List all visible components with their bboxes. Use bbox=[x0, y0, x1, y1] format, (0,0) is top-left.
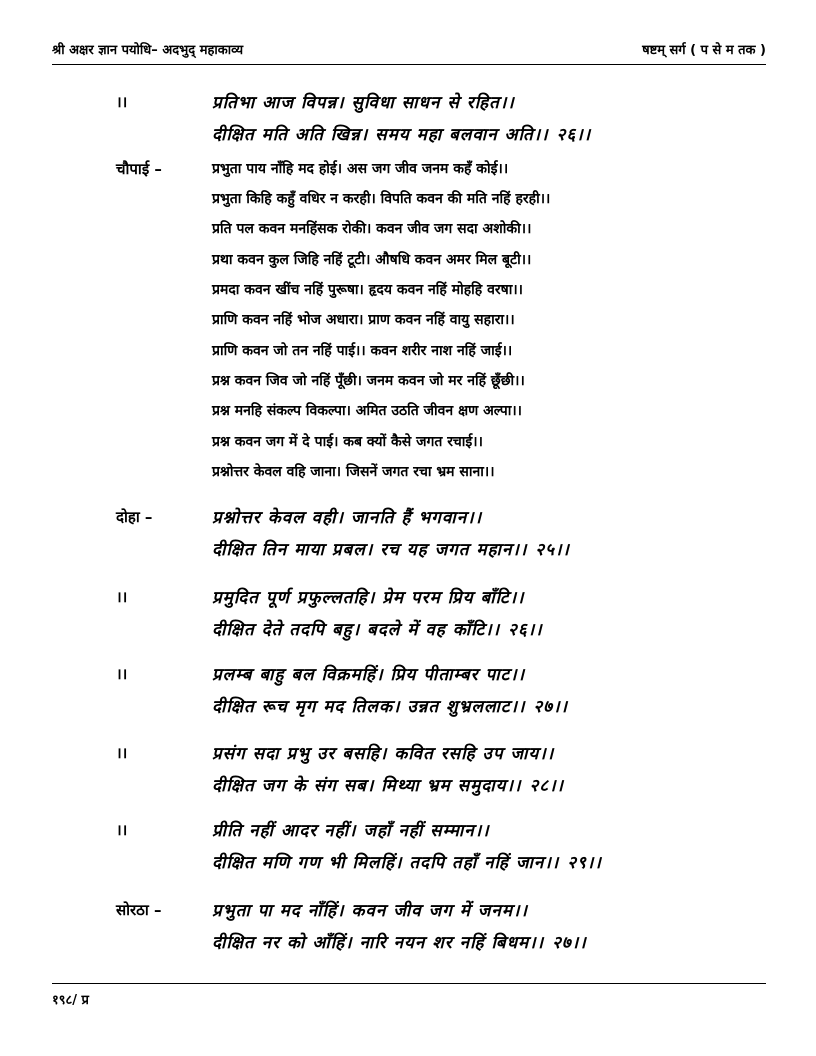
verse-number: २९।। bbox=[567, 853, 602, 873]
footer-rule bbox=[52, 983, 766, 984]
chaupai-line: प्रमदा कवन खींच नहिं पुरूषा। हृदय कवन नहिं मोहहि वरषा।। bbox=[212, 282, 523, 298]
verse-line: दीक्षित मति अति खिन्न। समय महा बलवान अति।। २६।। bbox=[212, 125, 592, 145]
verse-line: प्रभुता पा मद नाँहिं। कवन जीव जग में जनम।। bbox=[212, 901, 528, 921]
verse-line: प्रश्नोत्तर केवल वही। जानति हैं भगवान।। bbox=[212, 508, 483, 528]
chaupai-line: प्रश्न कवन जिव जो नहिं पूँछी। जनम कवन जो मर नहिं छूँछी।। bbox=[212, 373, 525, 389]
verse-number: २७।। bbox=[552, 933, 587, 953]
page-number: १९८/ प्र bbox=[52, 993, 89, 1008]
chaupai-line: प्राणि कवन जो तन नहिं पाई।। कवन शरीर नाश नहिं जाई।। bbox=[212, 343, 513, 359]
verse-line: प्रमुदित पूर्ण प्रफुल्लतहि। प्रेम परम प्रिय बाँटि।। bbox=[212, 588, 525, 608]
verse-line: प्रलम्ब बाहु बल विक्रमहिं। प्रिय पीताम्बर पाट।। bbox=[212, 665, 526, 685]
verse-label: ।। bbox=[116, 93, 128, 111]
verse-line: दीक्षित नर को आँहिं। नारि नयन शर नहिं बिधम।। २७।। bbox=[212, 933, 587, 953]
chaupai-line: प्राणि कवन नहिं भोज अधारा। प्राण कवन नहिं वायु सहारा।। bbox=[212, 312, 515, 328]
verse-line: दीक्षित देते तदपि बहु। बदले में वह काँटि।। २६।। bbox=[212, 620, 543, 640]
chaupai-line: प्रश्न कवन जग में दे पाई। कब क्यों कैसे जगत रचाई।। bbox=[212, 434, 483, 450]
verse-line: प्रतिभा आज विपन्न। सुविधा साधन से रहित।। bbox=[212, 93, 515, 113]
book-title: श्री अक्षर ज्ञान पयोधि– अदभुद् महाकाव्य bbox=[52, 43, 244, 58]
verse-line: दीक्षित तिन माया प्रबल। रच यह जगत महान।। २५।। bbox=[212, 540, 570, 560]
chapter-title: षष्टम् सर्ग ( प से म तक ) bbox=[642, 43, 766, 58]
verse-line: दीक्षित जग के संग सब। मिथ्या भ्रम समुदाय।। २८।। bbox=[212, 776, 565, 796]
header-rule bbox=[52, 64, 766, 65]
chaupai-line: प्रथा कवन कुल जिहि नहिं टूटी। औषधि कवन अमर मिल बूटी।। bbox=[212, 252, 532, 268]
verse-line: दीक्षित मणि गण भी मिलहिं। तदपि तहाँ नहिं जान।। २९।। bbox=[212, 853, 602, 873]
chaupai-line: प्रभुता किहि कहुँ वधिर न करही। विपति कवन की मति नहिं हरही।। bbox=[212, 191, 551, 207]
verse-number: २६।। bbox=[556, 125, 592, 145]
chaupai-line: प्रभुता पाय नाँहि मद होई। अस जग जीव जनम कहँ कोई।। bbox=[212, 161, 509, 177]
verse-label: ।। bbox=[116, 744, 128, 762]
verse-number: २८।। bbox=[529, 776, 565, 796]
verse-label: चौपाई – bbox=[116, 160, 162, 178]
verse-line: दीक्षित रूच मृग मद तिलक। उन्नत शुभ्रललाट।। २७।। bbox=[212, 697, 568, 717]
verse-label: ।। bbox=[116, 821, 128, 839]
verse-number: २५।। bbox=[535, 540, 570, 560]
verse-number: २६।। bbox=[508, 620, 543, 640]
verse-line: प्रसंग सदा प्रभु उर बसहि। कवित रसहि उप जाय।। bbox=[212, 744, 555, 764]
page-header bbox=[52, 40, 766, 62]
verse-line: प्रीति नहीं आदर नहीं। जहाँ नहीं सम्मान।। bbox=[212, 821, 490, 841]
chaupai-line: प्रश्न मनहि संकल्प विकल्पा। अमित उठति जीवन क्षण अल्पा।। bbox=[212, 403, 522, 419]
verse-number: २७।। bbox=[533, 697, 568, 717]
chaupai-line: प्रश्नोत्तर केवल वहि जाना। जिसनें जगत रचा भ्रम साना।। bbox=[212, 464, 495, 480]
verse-label: दोहा – bbox=[116, 508, 153, 526]
verse-label: ।। bbox=[116, 588, 128, 606]
verse-label: सोरठा – bbox=[116, 901, 162, 919]
chaupai-line: प्रति पल कवन मनहिंसक रोकी। कवन जीव जग सदा अशोकी।। bbox=[212, 221, 532, 237]
verse-label: ।। bbox=[116, 665, 128, 683]
